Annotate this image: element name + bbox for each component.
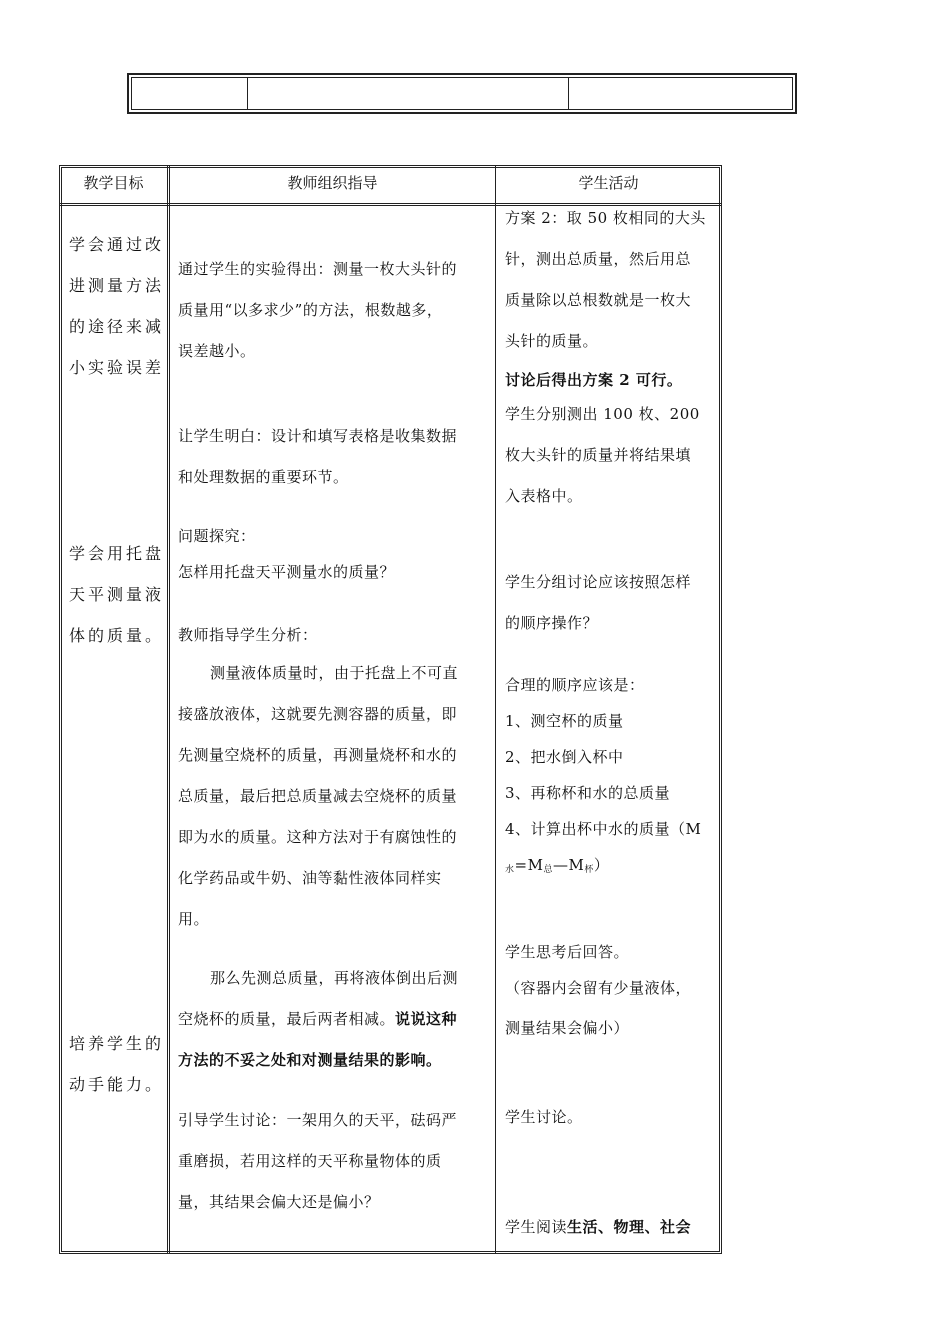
header-teaching-goal: 教学目标 bbox=[83, 174, 144, 192]
teacher-question: 问题探究： 怎样用托盘天平测量水的质量？ bbox=[178, 527, 396, 581]
top-table-fragment bbox=[127, 73, 797, 114]
teacher-discussion-prompt: 引导学生讨论：一架用久的天平，砝码严 重磨损，若用这样的天平称量物体的质 量，其结果会偏大还是偏小？ bbox=[178, 1111, 458, 1211]
goal-hands-on: 培养学生的 动手能力。 bbox=[69, 1034, 165, 1094]
table-cell bbox=[569, 78, 792, 109]
student-steps: 合理的顺序应该是： 1、测空杯的质量 2、把水倒入杯中 3、再称杯和水的总质量 4、计算出杯中水的质量（M $_水=M_总—M_杯$） bbox=[505, 667, 701, 888]
student-answer: 学生思考后回答。 bbox=[505, 943, 630, 961]
student-discuss: 学生讨论。 bbox=[505, 1108, 583, 1126]
table-cell bbox=[132, 78, 248, 109]
header-student-activity: 学生活动 bbox=[578, 174, 639, 192]
student-measure: 学生分别测出 100 枚、200 枚大头针的质量并将结果填 入表格中。 bbox=[505, 405, 700, 505]
mass-formula: $_水=M_总—M_杯$） bbox=[505, 856, 610, 875]
teacher-alternative-method: 那么先测总质量，再将液体倒出后测 空烧杯的质量，最后两者相减。说说这种 方法的不妥之处和对测量结果的影响。 bbox=[178, 969, 459, 1069]
teacher-analysis: 教师指导学生分析： 测量液体质量时，由于托盘上不可直 接盛放液体，这就要先测容器的质量，即 先测量空烧杯的质量，再测量烧杯和水的 总质量，最后把总质量减去空烧杯的质量 即为水的质量。这种方法对于有腐蚀性的 化学药品或牛奶、油等黏性液体同样实 用。 bbox=[178, 626, 459, 928]
goal-improve-method: 学会通过改 进测量方法 的途径来减 小实验误差 bbox=[69, 235, 165, 377]
teacher-table-note: 让学生明白：设计和填写表格是收集数据 和处理数据的重要环节。 bbox=[178, 427, 458, 486]
student-plan-2: 方案 2：取 50 枚相同的大头 针，测出总质量，然后用总 质量除以总根数就是一枚大 头针的质量。 bbox=[505, 209, 706, 350]
student-group-discussion: 学生分组讨论应该按照怎样 的顺序操作？ bbox=[505, 573, 692, 632]
teacher-conclusion: 通过学生的实验得出：测量一枚大头针的 质量用“以多求少”的方法，根数越多， 误差越小。 bbox=[178, 260, 458, 360]
student-answer-detail: （容器内会留有少量液体， 测量结果会偏小） bbox=[505, 979, 692, 1037]
student-reading: 学生阅读生活、物理、社会 bbox=[505, 1218, 692, 1236]
goal-liquid-mass: 学会用托盘 天平测量液 体的质量。 bbox=[69, 544, 165, 645]
table-cell bbox=[248, 78, 569, 109]
header-teacher-guidance: 教师组织指导 bbox=[287, 174, 378, 192]
student-conclusion: 讨论后得出方案 2 可行。 bbox=[505, 371, 683, 389]
